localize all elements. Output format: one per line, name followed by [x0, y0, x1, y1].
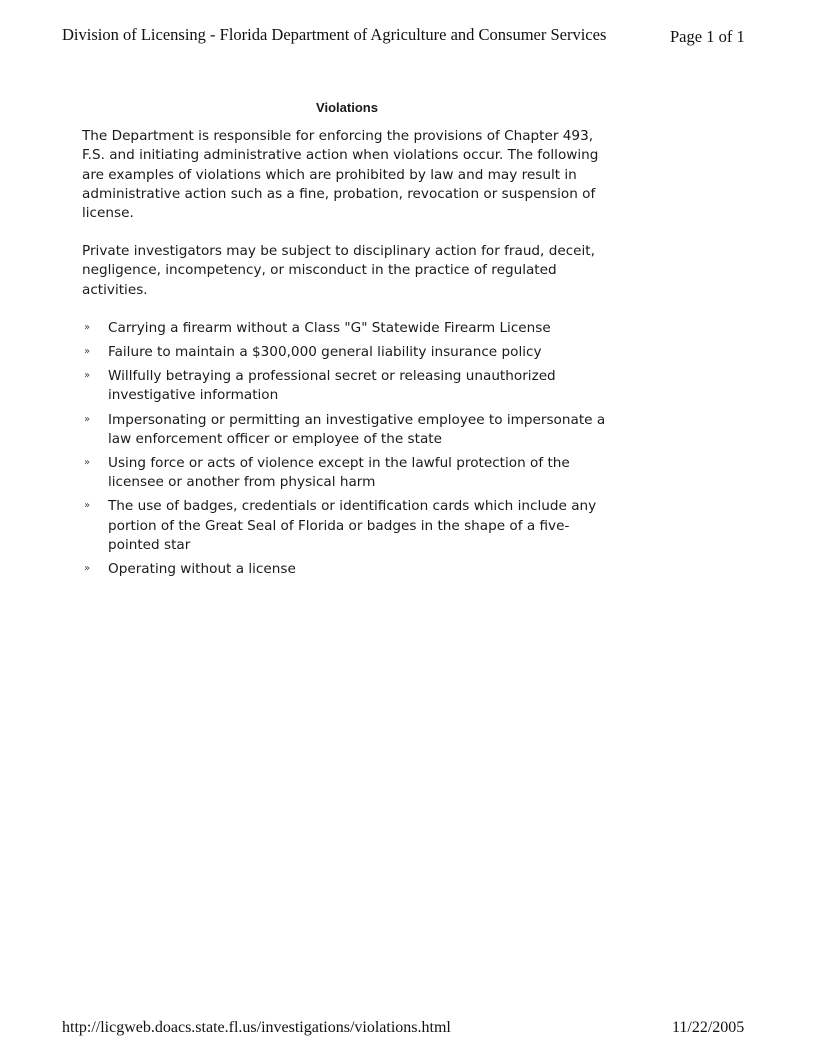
list-item-text: Operating without a license: [108, 561, 296, 578]
print-header-page-number: Page 1 of 1: [670, 27, 745, 46]
list-item-text: Impersonating or permitting an investigative employee to impersonate a law enforcement officer or employee of the state: [108, 411, 606, 447]
list-item: [84, 343, 612, 362]
bullet-icon: »: [84, 346, 91, 358]
list-item: [84, 319, 612, 338]
list-item: [84, 560, 612, 579]
list-item: [84, 497, 612, 555]
list-item-text: Carrying a firearm without a Class "G" Statewide Firearm License: [108, 319, 551, 336]
list-item: [84, 454, 612, 492]
list-item-text: The use of badges, credentials or identification cards which include any portion of the Great Seal of Florida or badges in the shape of a five-pointed star: [108, 498, 597, 553]
page-title: Violations: [316, 100, 378, 115]
bullet-icon: »: [84, 321, 91, 333]
print-header-title: Division of Licensing - Florida Department of Agriculture and Consumer Services: [62, 25, 607, 44]
investigators-paragraph: Private investigators may be subject to disciplinary action for fraud, deceit, negligence, incompetency, or misconduct in the practice of regulated activities.: [82, 243, 595, 298]
bullet-icon: »: [84, 500, 91, 512]
bullet-icon: »: [84, 563, 91, 575]
bullet-icon: »: [84, 457, 91, 469]
bullet-icon: »: [84, 370, 91, 382]
list-item: [84, 411, 612, 449]
list-item: [84, 367, 612, 405]
list-item-text: Willfully betraying a professional secret or releasing unauthorized investigative information: [108, 368, 556, 404]
print-footer-url: http://licgweb.doacs.state.fl.us/investigations/violations.html: [62, 1019, 451, 1036]
print-footer-date: 11/22/2005: [672, 1019, 745, 1036]
bullet-icon: »: [84, 413, 91, 425]
list-item-text: Failure to maintain a $300,000 general liability insurance policy: [108, 344, 542, 361]
intro-paragraph: The Department is responsible for enforcing the provisions of Chapter 493, F.S. and initiating administrative action when violations occur. The following are examples of violations which are prohibited by law and may result in administrative action such as a fine, probation, revocation or suspension of license.: [82, 128, 599, 222]
violations-list: [82, 319, 612, 579]
list-item-text: Using force or acts of violence except in the lawful protection of the licensee or another from physical harm: [108, 455, 570, 491]
main-content: [82, 98, 612, 584]
